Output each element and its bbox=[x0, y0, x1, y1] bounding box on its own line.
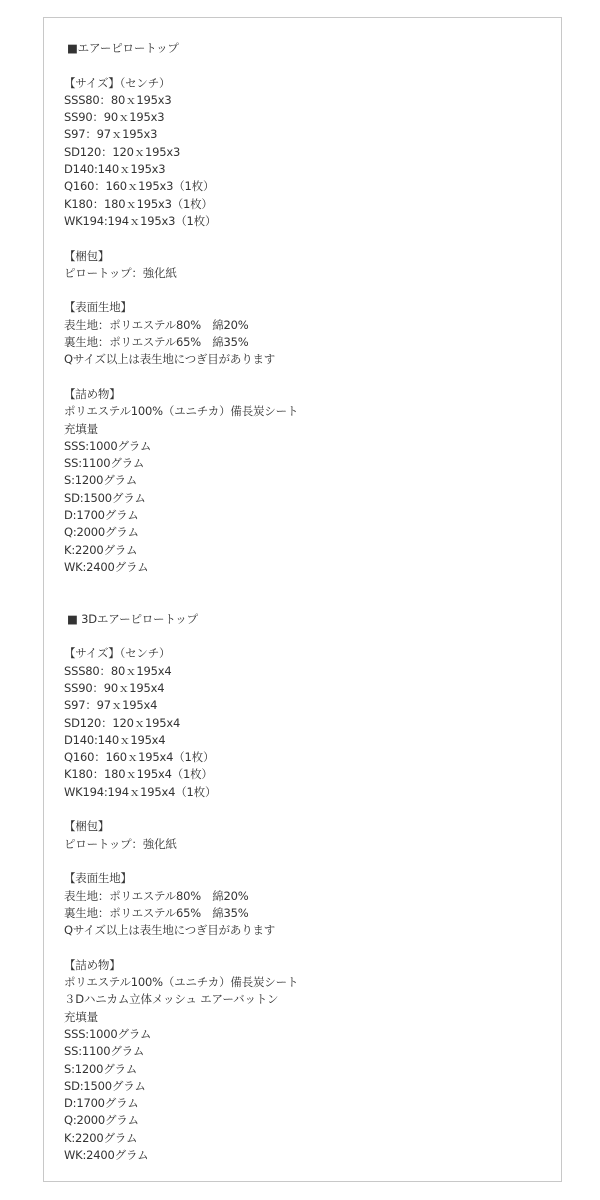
fill-amount-item: SSS:1000グラム bbox=[64, 438, 152, 453]
size-item: SD120：120ｘ195x4 bbox=[64, 715, 181, 730]
fill-amount-item: SD:1500グラム bbox=[64, 1078, 146, 1093]
size-item: WK194:194ｘ195x3（1枚） bbox=[64, 213, 217, 228]
size-item: WK194:194ｘ195x4（1枚） bbox=[64, 784, 217, 799]
size-label: 【サイズ】（センチ） bbox=[64, 75, 171, 90]
size-item: SD120：120ｘ195x3 bbox=[64, 144, 181, 159]
size-item: S97：97ｘ195x3 bbox=[64, 127, 158, 142]
fabric-label: 【表面生地】 bbox=[64, 300, 132, 315]
fill-amount-item: Q:2000グラム bbox=[64, 1113, 139, 1128]
fill-amount-item: SS:1100グラム bbox=[64, 456, 145, 471]
fabric-item: 裏生地：ポリエステル65% 綿35% bbox=[64, 905, 249, 920]
fill-amount-item: D:1700グラム bbox=[64, 1096, 139, 1111]
fill-amount-item: SD:1500グラム bbox=[64, 490, 146, 505]
fill-amount-item: SSS:1000グラム bbox=[64, 1026, 152, 1041]
fill-amount-item: Q:2000グラム bbox=[64, 525, 139, 540]
fill-amount-label: 充填量 bbox=[64, 1009, 98, 1024]
fill-amount-item: WK:2400グラム bbox=[64, 1148, 149, 1162]
fabric-item: 表生地：ポリエステル80% 綿20% bbox=[64, 317, 249, 332]
size-item: D140:140ｘ195x4 bbox=[64, 732, 166, 747]
fabric-item: Qサイズ以上は表生地につぎ目があります bbox=[64, 923, 276, 938]
filling-item: ３Dハニカム立体メッシュ エアーバットン bbox=[64, 992, 279, 1007]
packing-label: 【梱包】 bbox=[64, 248, 110, 263]
size-item: K180：180ｘ195x3（1枚） bbox=[64, 196, 213, 211]
section-title: ■エアーピロートップ bbox=[67, 41, 179, 55]
size-item: SSS80：80ｘ195x4 bbox=[64, 663, 172, 678]
section-3d-air-pillow-top bbox=[64, 611, 544, 1165]
size-item: K180：180ｘ195x4（1枚） bbox=[64, 767, 213, 782]
size-label: 【サイズ】（センチ） bbox=[64, 646, 171, 661]
spec-frame bbox=[43, 17, 562, 1182]
fabric-item: 表生地：ポリエステル80% 綿20% bbox=[64, 888, 249, 903]
size-item: D140:140ｘ195x3 bbox=[64, 162, 166, 177]
fabric-item: 裏生地：ポリエステル65% 綿35% bbox=[64, 335, 249, 350]
filling-item: ポリエステル100%（ユニチカ）備長炭シート bbox=[64, 975, 299, 990]
size-item: SSS80：80ｘ195x3 bbox=[64, 92, 172, 107]
section-air-pillow-top bbox=[64, 40, 544, 576]
fill-amount-item: K:2200グラム bbox=[64, 542, 138, 557]
fabric-label: 【表面生地】 bbox=[64, 871, 132, 886]
packing-text: ピロートップ：強化紙 bbox=[64, 836, 177, 851]
fabric-item: Qサイズ以上は表生地につぎ目があります bbox=[64, 352, 276, 367]
size-item: Q160：160ｘ195x3（1枚） bbox=[64, 179, 215, 194]
section-title: ■ 3Dエアーピロートップ bbox=[67, 611, 198, 626]
size-item: S97：97ｘ195x4 bbox=[64, 698, 158, 713]
fill-amount-item: WK:2400グラム bbox=[64, 559, 149, 574]
filling-item: ポリエステル100%（ユニチカ）備長炭シート bbox=[64, 404, 299, 419]
fill-amount-item: S:1200グラム bbox=[64, 473, 138, 488]
fill-amount-item: K:2200グラム bbox=[64, 1130, 138, 1145]
filling-label: 【詰め物】 bbox=[64, 957, 121, 972]
fill-amount-item: S:1200グラム bbox=[64, 1061, 138, 1076]
size-item: SS90：90ｘ195x3 bbox=[64, 110, 165, 125]
fill-amount-item: D:1700グラム bbox=[64, 508, 139, 523]
size-item: SS90：90ｘ195x4 bbox=[64, 680, 165, 695]
fill-amount-item: SS:1100グラム bbox=[64, 1044, 145, 1059]
size-item: Q160：160ｘ195x4（1枚） bbox=[64, 750, 215, 765]
spec-content bbox=[64, 40, 544, 1164]
packing-text: ピロートップ：強化紙 bbox=[64, 265, 177, 280]
packing-label: 【梱包】 bbox=[64, 819, 110, 834]
filling-label: 【詰め物】 bbox=[64, 386, 121, 401]
fill-amount-label: 充填量 bbox=[64, 421, 98, 436]
